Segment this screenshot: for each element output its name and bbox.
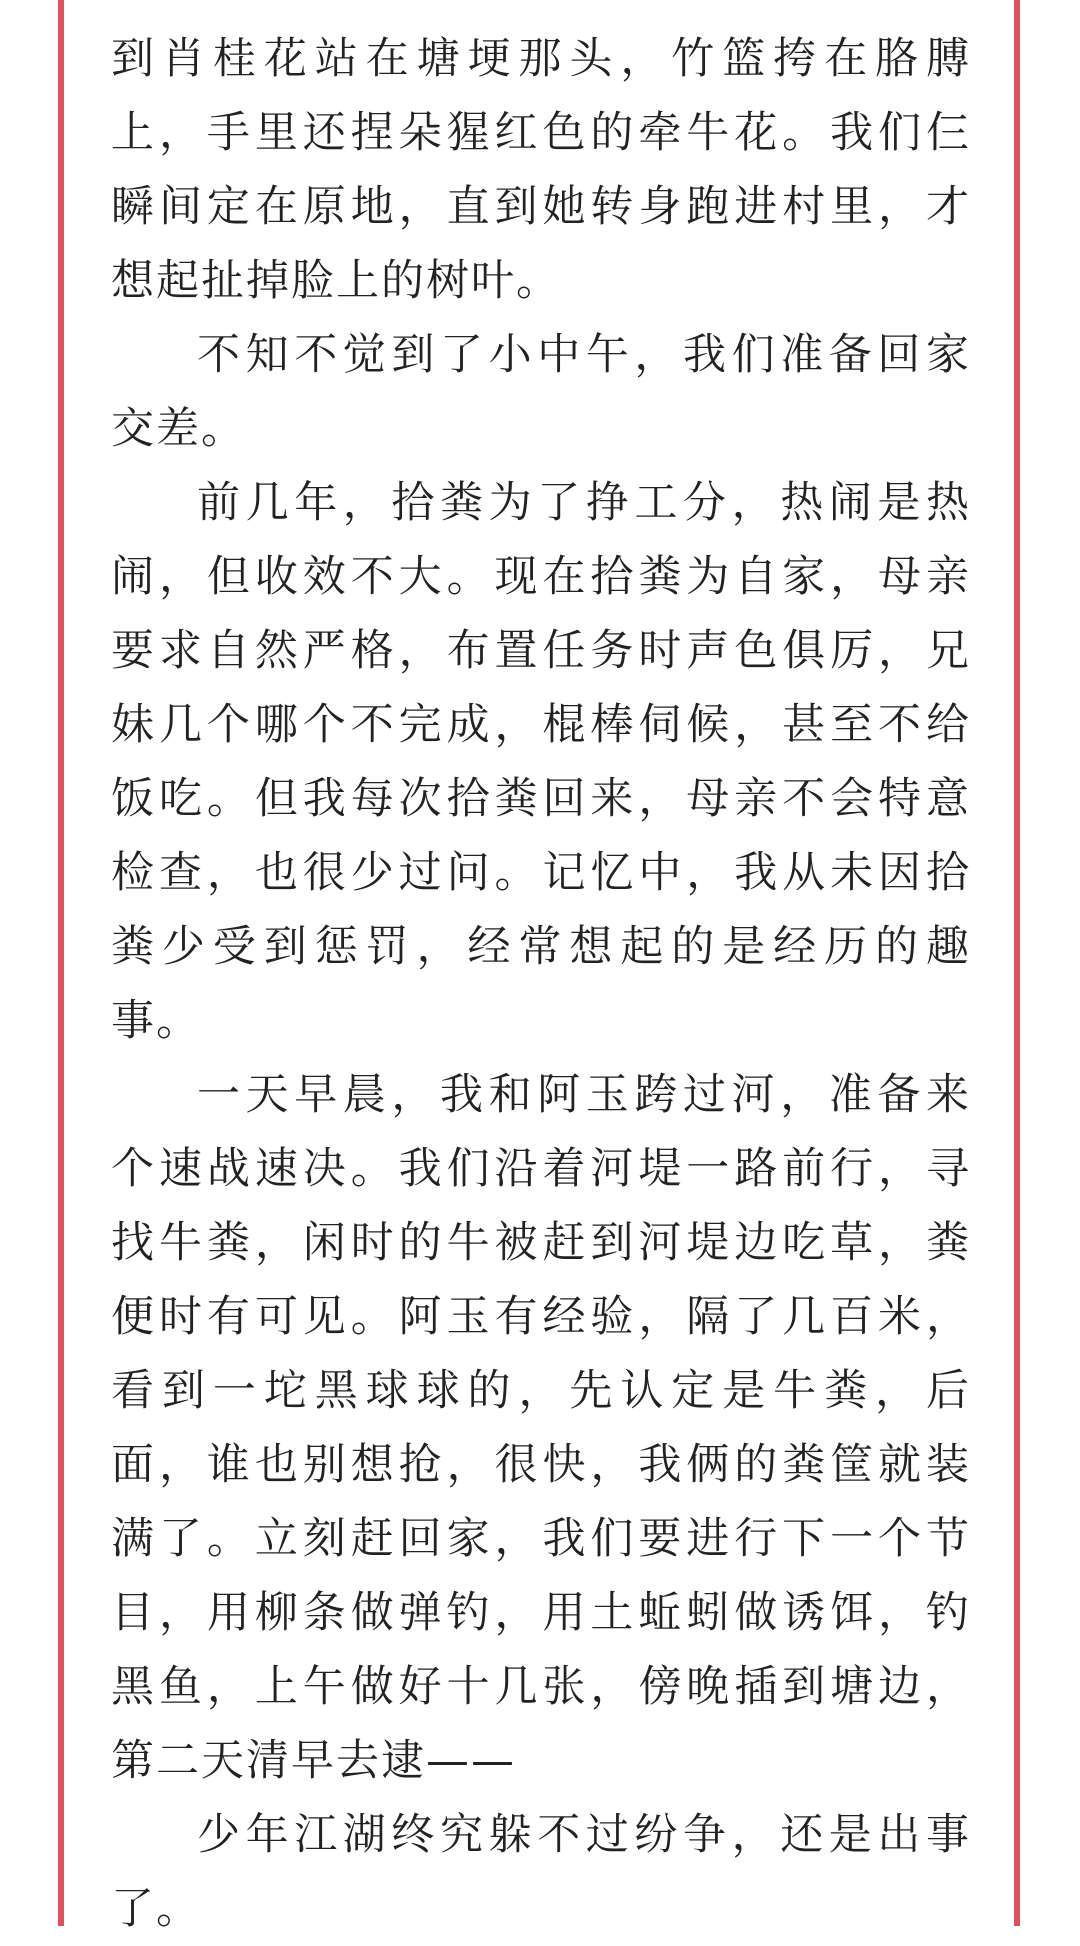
text-line: 面，谁也别想抢，很快，我俩的粪筐就装 [111, 1440, 971, 1490]
text-line: 闹，但收效不大。现在拾粪为自家，母亲 [111, 552, 971, 602]
paragraph [111, 1058, 971, 1798]
text-line: 一天早晨，我和阿玉跨过河，准备来 [197, 1070, 971, 1120]
text-line: 前几年，拾粪为了挣工分，热闹是热 [197, 478, 971, 528]
text-line: 事。 [111, 996, 201, 1046]
text-line: 黑鱼，上午做好十几张，傍晚插到塘边， [111, 1662, 971, 1712]
text-line: 饭吃。但我每次拾粪回来，母亲不会特意 [111, 774, 971, 824]
text-line: 检查，也很少过问。记忆中，我从未因拾 [111, 848, 971, 898]
text-line: 妹几个哪个不完成，棍棒伺候，甚至不给 [111, 700, 971, 750]
text-line: 找牛粪，闲时的牛被赶到河堤边吃草，粪 [111, 1218, 971, 1268]
text-line: 粪少受到惩罚，经常想起的是经历的趣 [111, 922, 971, 972]
left-border-line [58, 0, 64, 1926]
text-line: 上，手里还捏朵猩红色的牵牛花。我们仨 [111, 108, 971, 158]
text-line: 不知不觉到了小中午，我们准备回家 [197, 330, 971, 380]
text-line: 看到一坨黑球球的，先认定是牛粪，后 [111, 1366, 971, 1416]
text-line: 个速战速决。我们沿着河堤一路前行，寻 [111, 1144, 971, 1194]
text-line: 满了。立刻赶回家，我们要进行下一个节 [111, 1514, 971, 1564]
text-line: 瞬间定在原地，直到她转身跑进村里，才 [111, 182, 971, 232]
text-line: 目，用柳条做弹钓，用土蚯蚓做诱饵，钓 [111, 1588, 971, 1638]
paragraph [111, 466, 971, 1058]
paragraph [111, 1798, 971, 1946]
text-line: 要求自然严格，布置任务时声色俱厉，兄 [111, 626, 971, 676]
text-line: 到肖桂花站在塘埂那头，竹篮挎在胳膊 [111, 34, 971, 84]
text-line: 了。 [111, 1884, 201, 1934]
text-line: 便时有可见。阿玉有经验，隔了几百米， [111, 1292, 971, 1342]
right-border-line [1014, 0, 1020, 1926]
paragraph [111, 318, 971, 466]
paragraph-continued [111, 22, 971, 318]
article-body [111, 22, 971, 1946]
text-line: 少年江湖终究躲不过纷争，还是出事 [197, 1810, 971, 1860]
text-line: 交差。 [111, 404, 246, 454]
text-line: 想起扯掉脸上的树叶。 [111, 256, 561, 306]
text-line: 第二天清早去逮—— [111, 1736, 516, 1786]
